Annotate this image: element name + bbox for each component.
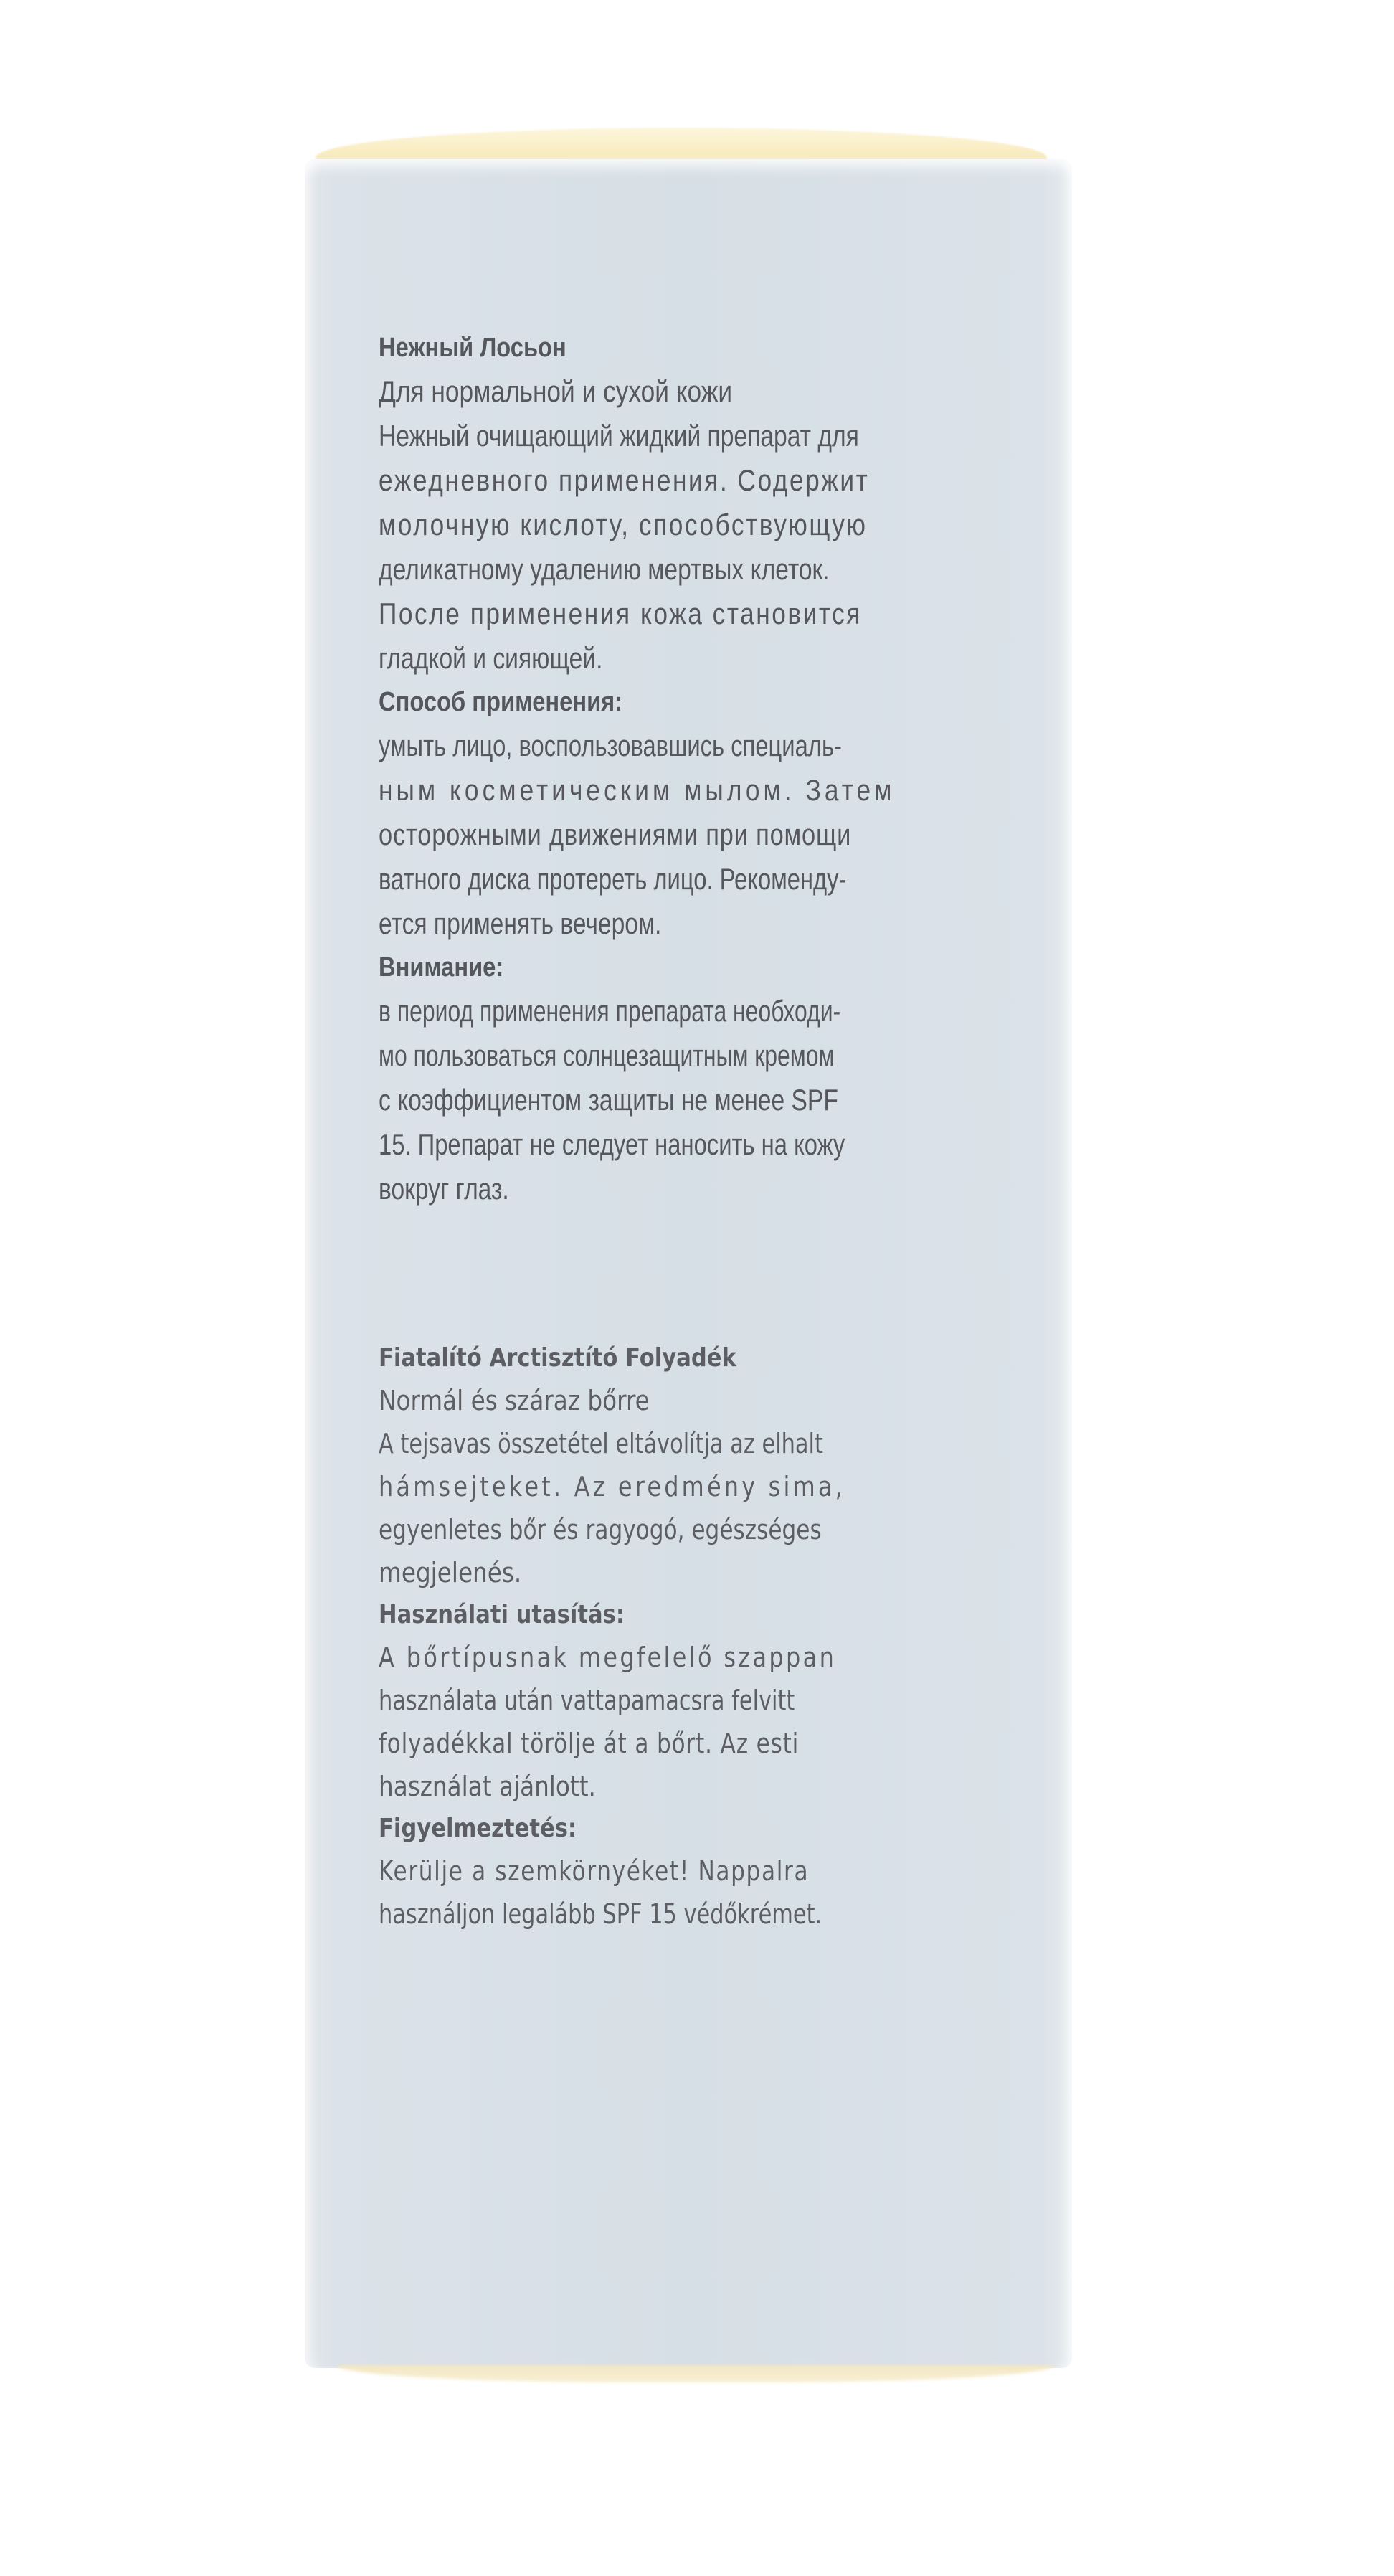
usage-line-hu: A bőrtípusnak megfelelő szappan <box>379 1642 837 1673</box>
usage-line-ru: ватного диска протереть лицо. Рекоменду- <box>379 862 847 896</box>
warning-line-ru: в период применения препарата необходи- <box>379 994 841 1028</box>
description-line-hu: megjelenés. <box>379 1557 522 1588</box>
warning-heading-hu: Figyelmeztetés: <box>379 1814 577 1843</box>
skin-type-hu: Normál és száraz bőrre <box>379 1385 650 1416</box>
description-line-hu: egyenletes bőr és ragyogó, egészséges <box>379 1514 822 1545</box>
description-line-hu: hámsejteket. Az eredmény sima, <box>379 1471 845 1502</box>
usage-line-hu: használat ajánlott. <box>379 1771 596 1802</box>
skin-type-ru: Для нормальной и сухой кожи <box>379 374 733 408</box>
description-line-ru: молочную кислоту, способствующую <box>379 508 868 541</box>
usage-line-ru: осторожными движениями при помощи <box>379 818 852 851</box>
warning-heading-ru: Внимание: <box>379 952 504 982</box>
description-line-ru: После применения кожа становится <box>379 597 862 630</box>
hungarian-text-block <box>379 1337 988 1936</box>
usage-heading-hu: Használati utasítás: <box>379 1600 625 1629</box>
warning-line-hu: használjon legalább SPF 15 védőkrémet. <box>379 1898 822 1930</box>
warning-line-ru: с коэффициентом защиты не менее SPF <box>379 1083 838 1117</box>
usage-heading-ru: Способ применения: <box>379 687 623 717</box>
usage-line-hu: használata után vattapamacsra felvitt <box>379 1685 795 1716</box>
warning-line-ru: мо пользоваться солнцезащитным кремом <box>379 1038 835 1072</box>
warning-line-hu: Kerülje a szemkörnyéket! Nappalra <box>379 1855 810 1887</box>
usage-line-ru: ется применять вечером. <box>379 906 662 940</box>
usage-line-ru: ным косметическим мылом. Затем <box>379 773 896 807</box>
product-title-ru: Нежный Лосьон <box>379 333 566 363</box>
usage-line-ru: умыть лицо, воспользовавшись специаль- <box>379 729 842 762</box>
russian-text-block <box>379 326 988 1211</box>
description-line-ru: гладкой и сияющей. <box>379 641 603 675</box>
description-line-ru: деликатному удалению мертвых клеток. <box>379 552 830 586</box>
product-title-hu: Fiatalító Arctisztító Folyadék <box>379 1343 736 1373</box>
box-bottom-flap <box>337 2365 1054 2382</box>
description-line-ru: ежедневного применения. Содержит <box>379 463 870 497</box>
warning-line-ru: 15. Препарат не следует наносить на кожу <box>379 1127 845 1161</box>
usage-line-hu: folyadékkal törölje át a bőrt. Az esti <box>379 1728 800 1759</box>
description-line-hu: A tejsavas összetétel eltávolítja az elhalt <box>379 1428 823 1459</box>
warning-line-ru: вокруг глаз. <box>379 1172 509 1206</box>
description-line-ru: Нежный очищающий жидкий препарат для <box>379 419 859 453</box>
